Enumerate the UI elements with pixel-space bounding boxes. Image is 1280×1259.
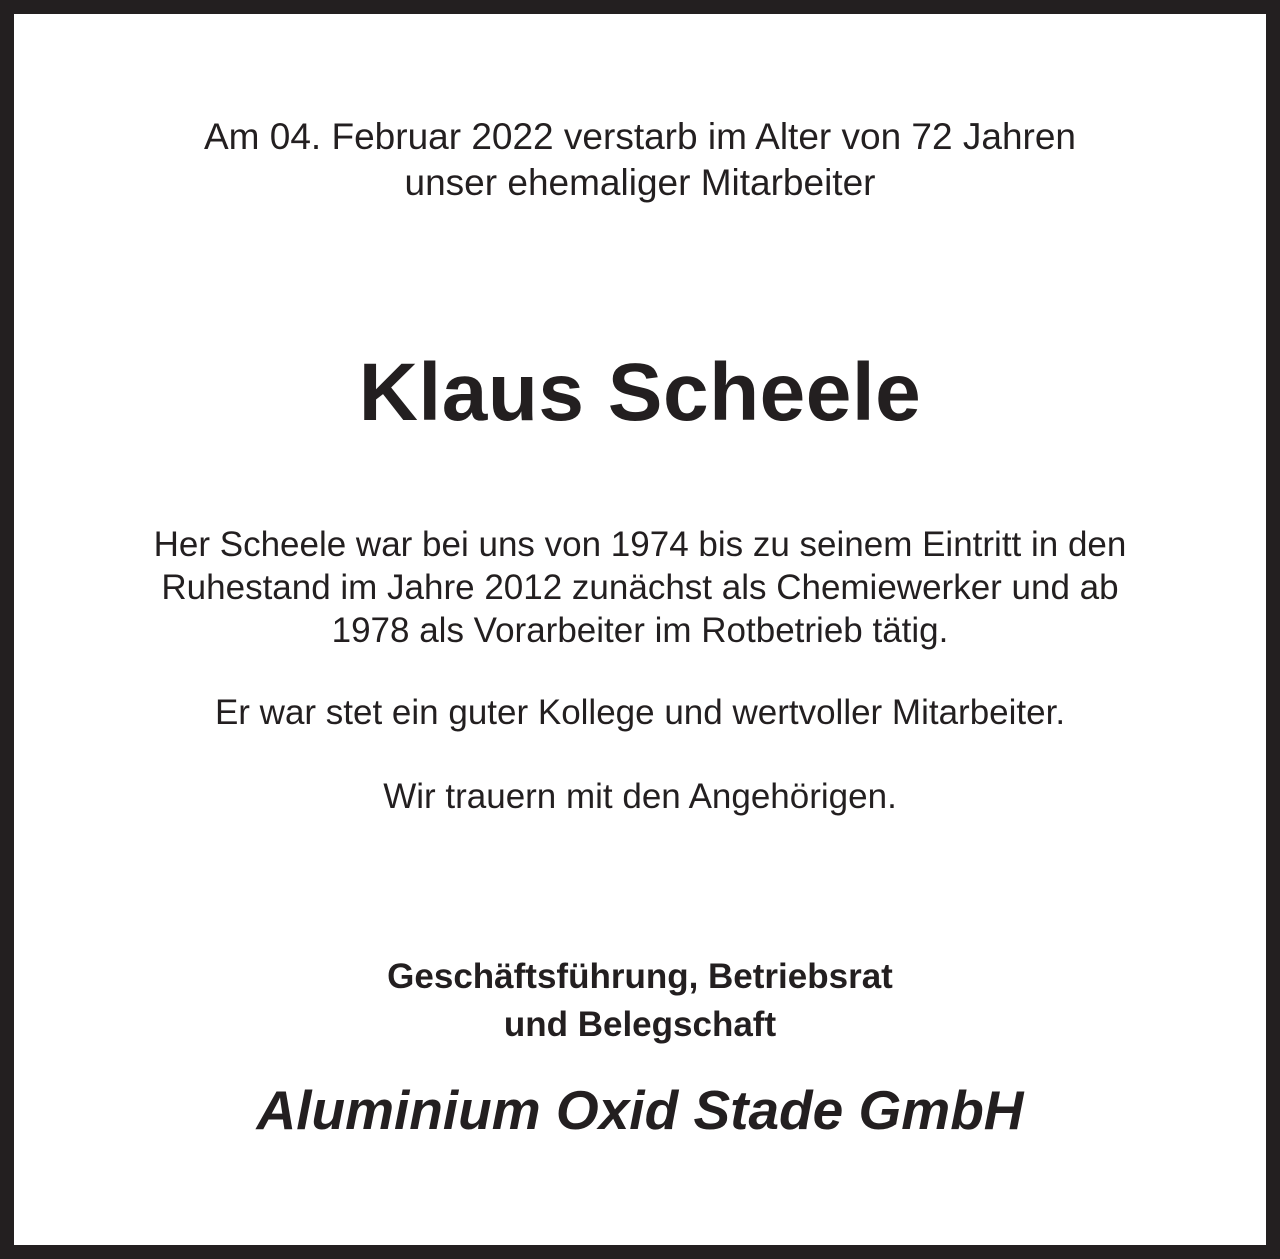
condolence-line: Wir trauern mit den Angehörigen. xyxy=(383,777,897,816)
biography-line-2: Ruhestand im Jahre 2012 zunächst als Chemiewerker und ab xyxy=(161,568,1119,607)
biography-line-1: Her Scheele war bei uns von 1974 bis zu seinem Eintritt in den xyxy=(153,525,1127,564)
biography-line-3: 1978 als Vorarbeiter im Rotbetrieb tätig. xyxy=(331,611,949,650)
signature-line-2: und Belegschaft xyxy=(503,1005,777,1044)
intro-line-1: Am 04. Februar 2022 verstarb im Alter von 72 Jahren xyxy=(204,116,1076,157)
tribute-statement: Er war stet ein guter Kollege und wertvoller Mitarbeiter. xyxy=(214,693,1066,732)
signature-line-1: Geschäftsführung, Betriebsrat xyxy=(387,957,893,996)
deceased-name: Klaus Scheele xyxy=(358,347,922,438)
company-name: Aluminium Oxid Stade GmbH xyxy=(256,1079,1024,1141)
intro-line-2: unser ehemaliger Mitarbeiter xyxy=(404,162,876,203)
